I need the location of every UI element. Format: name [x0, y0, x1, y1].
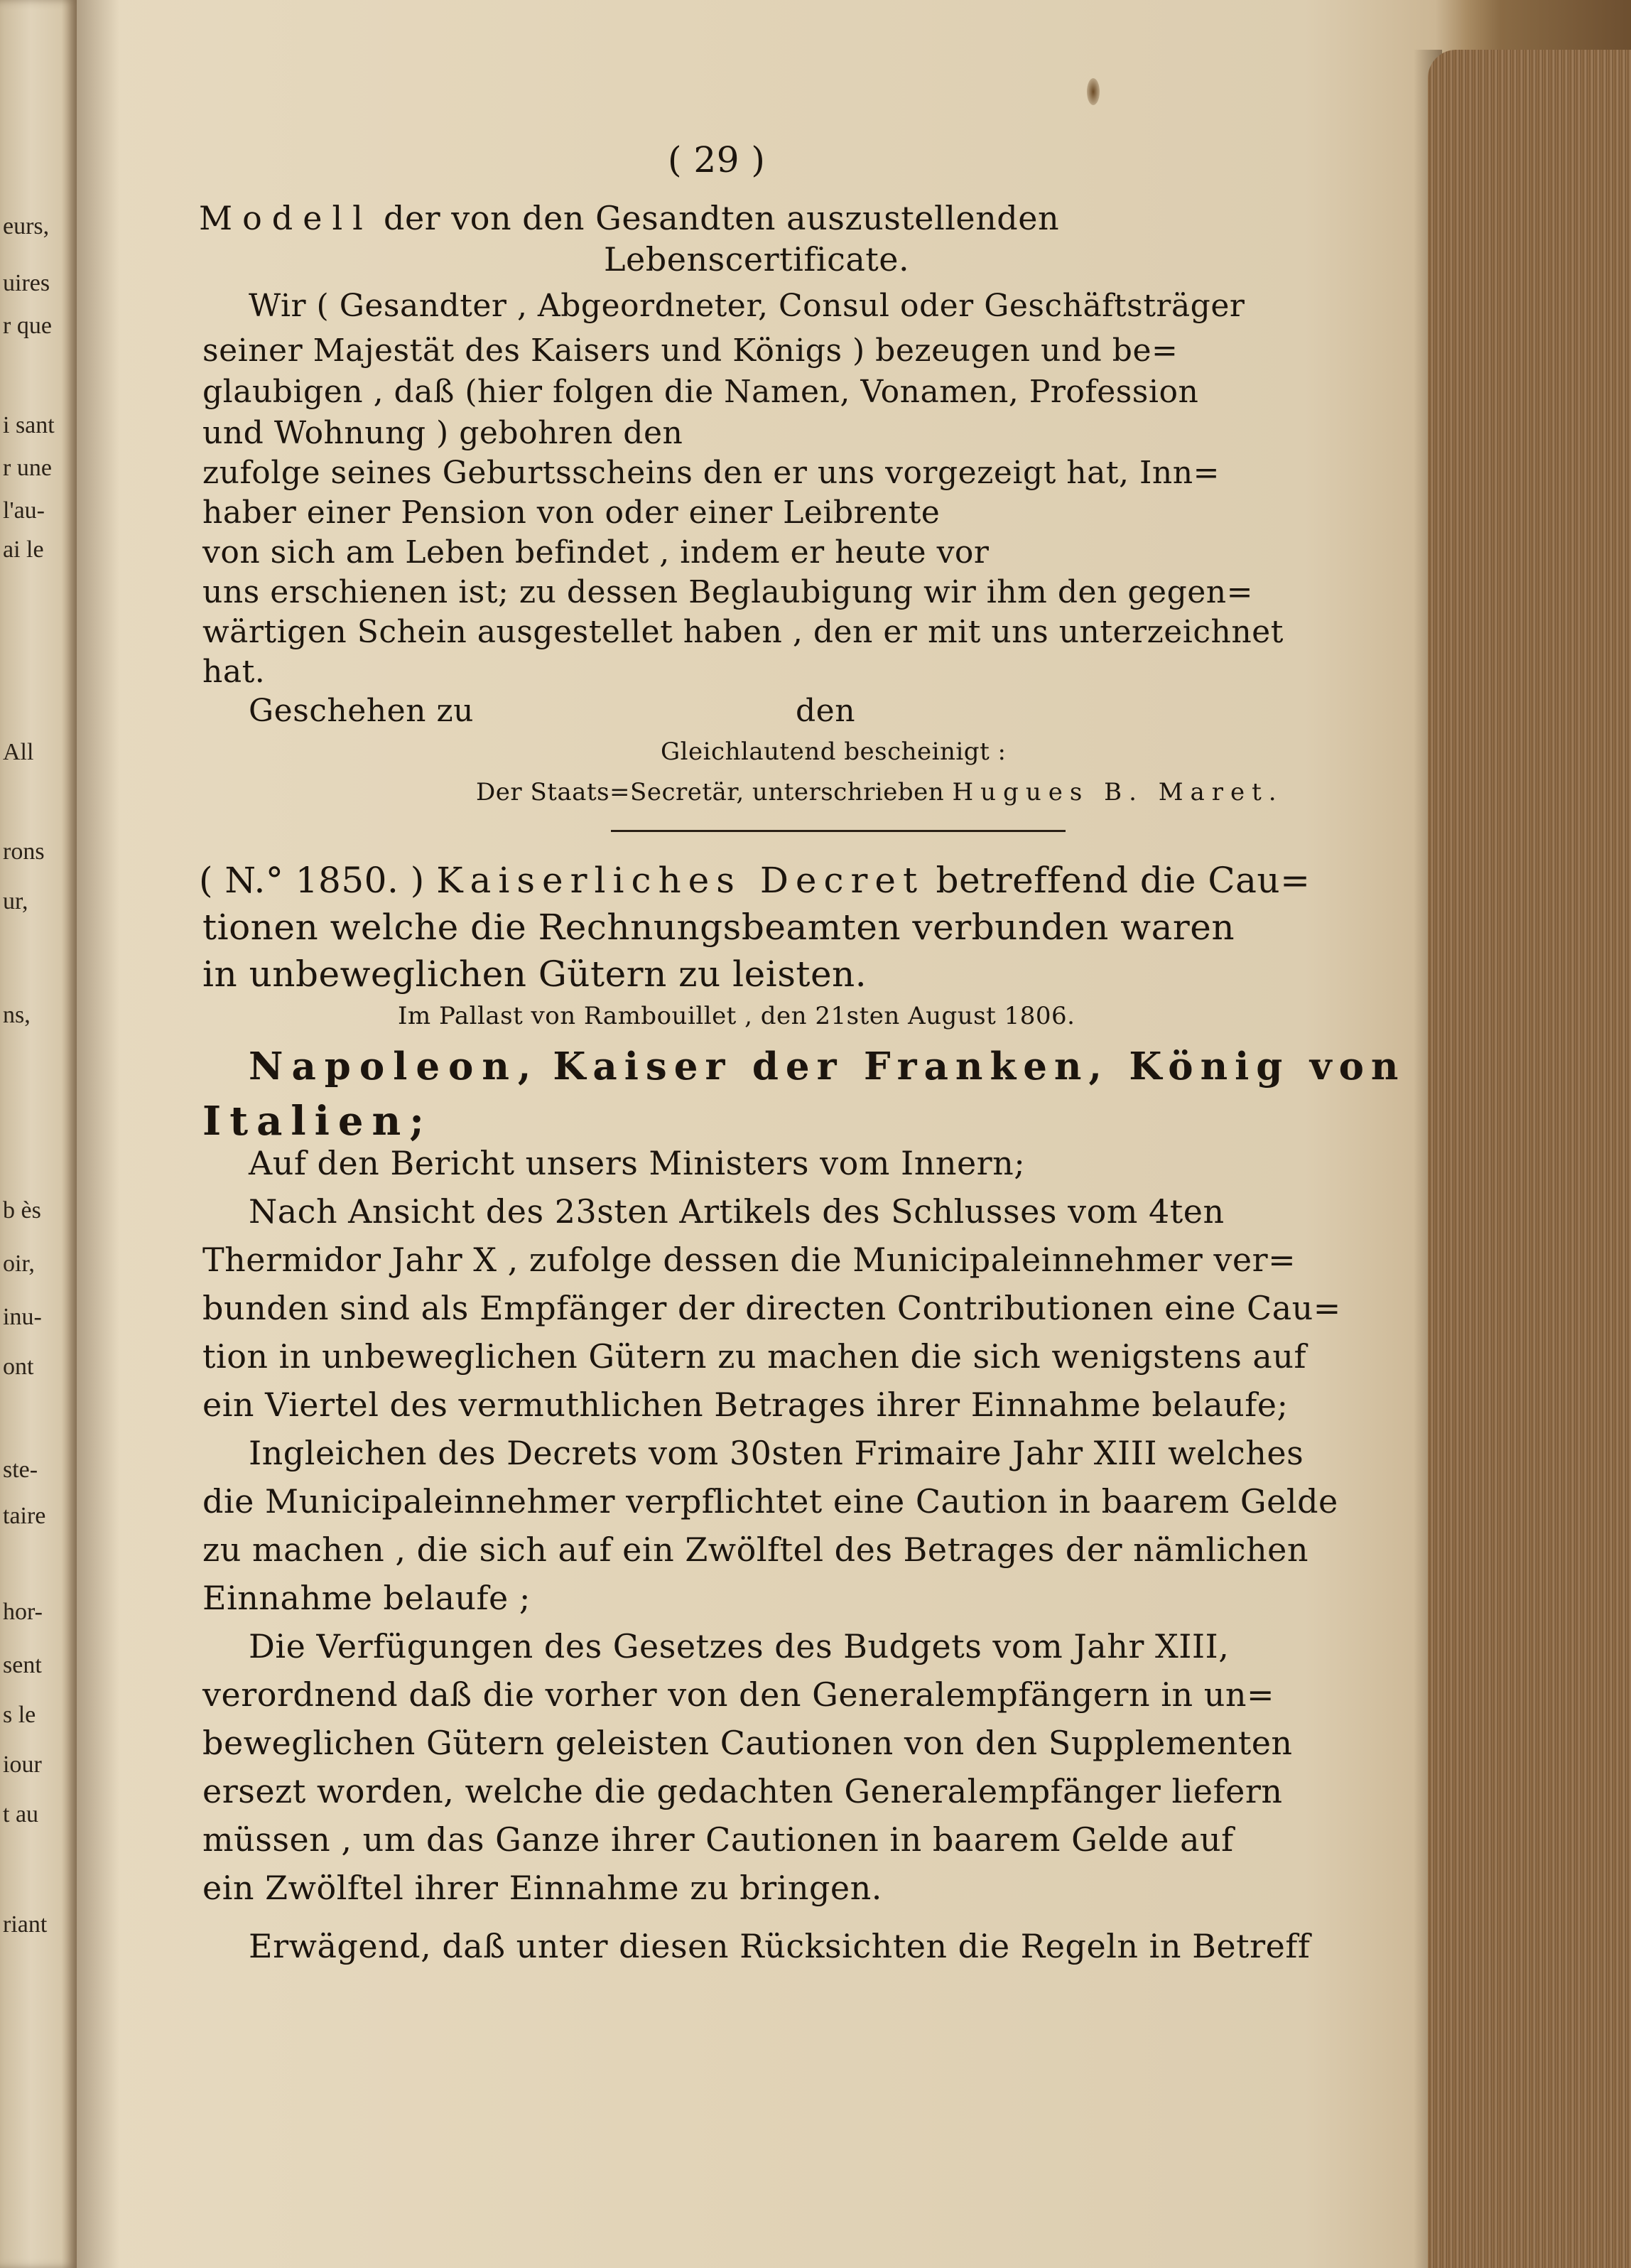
left-fragment: All — [3, 739, 34, 765]
decree-body-line: Auf den Bericht unsers Ministers vom Innern; — [249, 1144, 1026, 1182]
left-fragment: inu- — [3, 1304, 42, 1330]
left-fragment: s le — [3, 1702, 36, 1728]
decree-body-line: beweglichen Gütern geleisten Cautionen von den Supplementen — [202, 1724, 1293, 1762]
decree-body-line: Einnahme belaufe ; — [202, 1579, 531, 1617]
left-fragment: taire — [3, 1503, 46, 1529]
model-title-rest: der von den Gesandten auszustellenden — [384, 199, 1060, 237]
left-fragment: sent — [3, 1652, 42, 1678]
model-body-line: glaubigen , daß (hier folgen die Namen, Vonamen, Profession — [202, 374, 1199, 410]
ruler-title: Kaiser der Franken, König von — [553, 1044, 1406, 1089]
model-body-line: haber einer Pension von oder einer Leibrente — [202, 495, 941, 531]
left-fragment: oir, — [3, 1251, 35, 1277]
left-fragment: l'au- — [3, 497, 45, 524]
left-fragment: iour — [3, 1751, 42, 1778]
decree-body-line: Nach Ansicht des 23sten Artikels des Schlusses vom 4ten — [249, 1192, 1225, 1231]
model-body-line: uns erschienen ist; zu dessen Beglaubigung wir ihm den gegen= — [202, 574, 1253, 610]
decree-body-line: ersezt worden, welche die gedachten Generalempfänger liefern — [202, 1772, 1283, 1810]
decree-title-line2: tionen welche die Rechnungsbeamten verbunden waren — [202, 907, 1235, 948]
decree-body-line: ein Viertel des vermuthlichen Betrages ihrer Einnahme belaufe; — [202, 1386, 1289, 1424]
done-at-left: Geschehen zu — [249, 693, 475, 729]
previous-page-sliver — [0, 0, 77, 2268]
model-body-line: wärtigen Schein ausgestellet haben , den er mit uns unterzeichnet — [202, 614, 1284, 650]
left-fragment: uires — [3, 270, 50, 296]
model-body-line: von sich am Leben befindet , indem er heute vor — [202, 534, 990, 571]
model-title-line1 — [199, 199, 1059, 237]
decree-body-line: Thermidor Jahr X , zufolge dessen die Municipaleinnehmer ver= — [202, 1241, 1296, 1279]
left-fragment: ont — [3, 1354, 34, 1380]
left-fragment: ai le — [3, 536, 44, 563]
model-body-line: Wir ( Gesandter , Abgeordneter, Consul oder Geschäftsträger — [249, 288, 1245, 324]
decree-title-rest: betreffend die Cau= — [936, 860, 1311, 901]
left-fragment: ur, — [3, 888, 28, 914]
section-divider-rule — [611, 830, 1066, 832]
decree-number: ( N.° 1850. ) — [199, 860, 425, 901]
decree-title-spaced: Kaiserliches Decret — [436, 860, 925, 901]
decree-body-line: bunden sind als Empfänger der directen Contributionen eine Cau= — [202, 1289, 1341, 1327]
ink-stain — [1087, 78, 1100, 105]
decree-body-line: müssen , um das Ganze ihrer Cautionen in baarem Gelde auf — [202, 1820, 1234, 1859]
decree-body-line: ein Zwölftel ihrer Einnahme zu bringen. — [202, 1869, 882, 1907]
left-fragment: ns, — [3, 1002, 31, 1028]
signature-name: Hugues B. Maret. — [952, 778, 1284, 806]
page-text-area — [114, 0, 1421, 2268]
left-fragment: i sant — [3, 412, 55, 438]
page-number: ( 29 ) — [668, 139, 766, 180]
ruler-line2: Italien; — [202, 1098, 433, 1145]
decree-body-line: Ingleichen des Decrets vom 30sten Frimaire Jahr XIII welches — [249, 1434, 1304, 1472]
left-fragment: b ès — [3, 1197, 41, 1224]
done-at-right: den — [796, 693, 856, 729]
decree-title-line3: in unbeweglichen Gütern zu leisten. — [202, 954, 867, 995]
signature-line — [476, 778, 1284, 806]
decree-body-line: verordnend daß die vorher von den Generalempfängern in un= — [202, 1675, 1275, 1714]
left-fragment: r que — [3, 313, 52, 339]
decree-body-line: tion in unbeweglichen Gütern zu machen die sich wenigstens auf — [202, 1337, 1307, 1376]
model-body-line: seiner Majestät des Kaisers und Königs ) bezeugen und be= — [202, 333, 1178, 369]
left-fragment: riant — [3, 1911, 48, 1938]
decree-body-line: Erwägend, daß unter diesen Rücksichten die Regeln in Betreff — [249, 1927, 1311, 1965]
decree-place-date: Im Pallast von Rambouillet , den 21sten August 1806. — [398, 1002, 1075, 1030]
book-fore-edge — [1428, 50, 1631, 2268]
left-fragment: t au — [3, 1801, 39, 1827]
left-fragment: rons — [3, 838, 45, 865]
certified-line: Gleichlautend bescheinigt : — [661, 738, 1007, 766]
model-title-spaced: Modell — [199, 199, 373, 237]
decree-title-line1 — [199, 860, 1311, 901]
model-body-line: zufolge seines Geburtsscheins den er uns vorgezeigt hat, Inn= — [202, 455, 1220, 491]
decree-body-line: die Municipaleinnehmer verpflichtet eine Caution in baarem Gelde — [202, 1482, 1338, 1521]
decree-body-line: Die Verfügungen des Gesetzes des Budgets vom Jahr XIII, — [249, 1627, 1230, 1665]
model-body-line: und Wohnung ) gebohren den — [202, 415, 683, 451]
model-title-line2: Lebenscertificate. — [604, 240, 910, 279]
decree-body-line: zu machen , die sich auf ein Zwölftel des Betrages der nämlichen — [202, 1530, 1308, 1569]
ruler-line1 — [249, 1044, 1405, 1089]
left-fragment: hor- — [3, 1599, 43, 1625]
left-fragment: r une — [3, 455, 52, 481]
left-fragment: ste- — [3, 1457, 38, 1483]
signature-prefix: Der Staats=Secretär, unterschrieben — [476, 778, 945, 806]
left-fragment: eurs, — [3, 213, 50, 239]
book-gutter-shadow — [77, 0, 119, 2268]
model-body-line: hat. — [202, 654, 266, 690]
ruler-name: Napoleon, — [249, 1044, 540, 1089]
